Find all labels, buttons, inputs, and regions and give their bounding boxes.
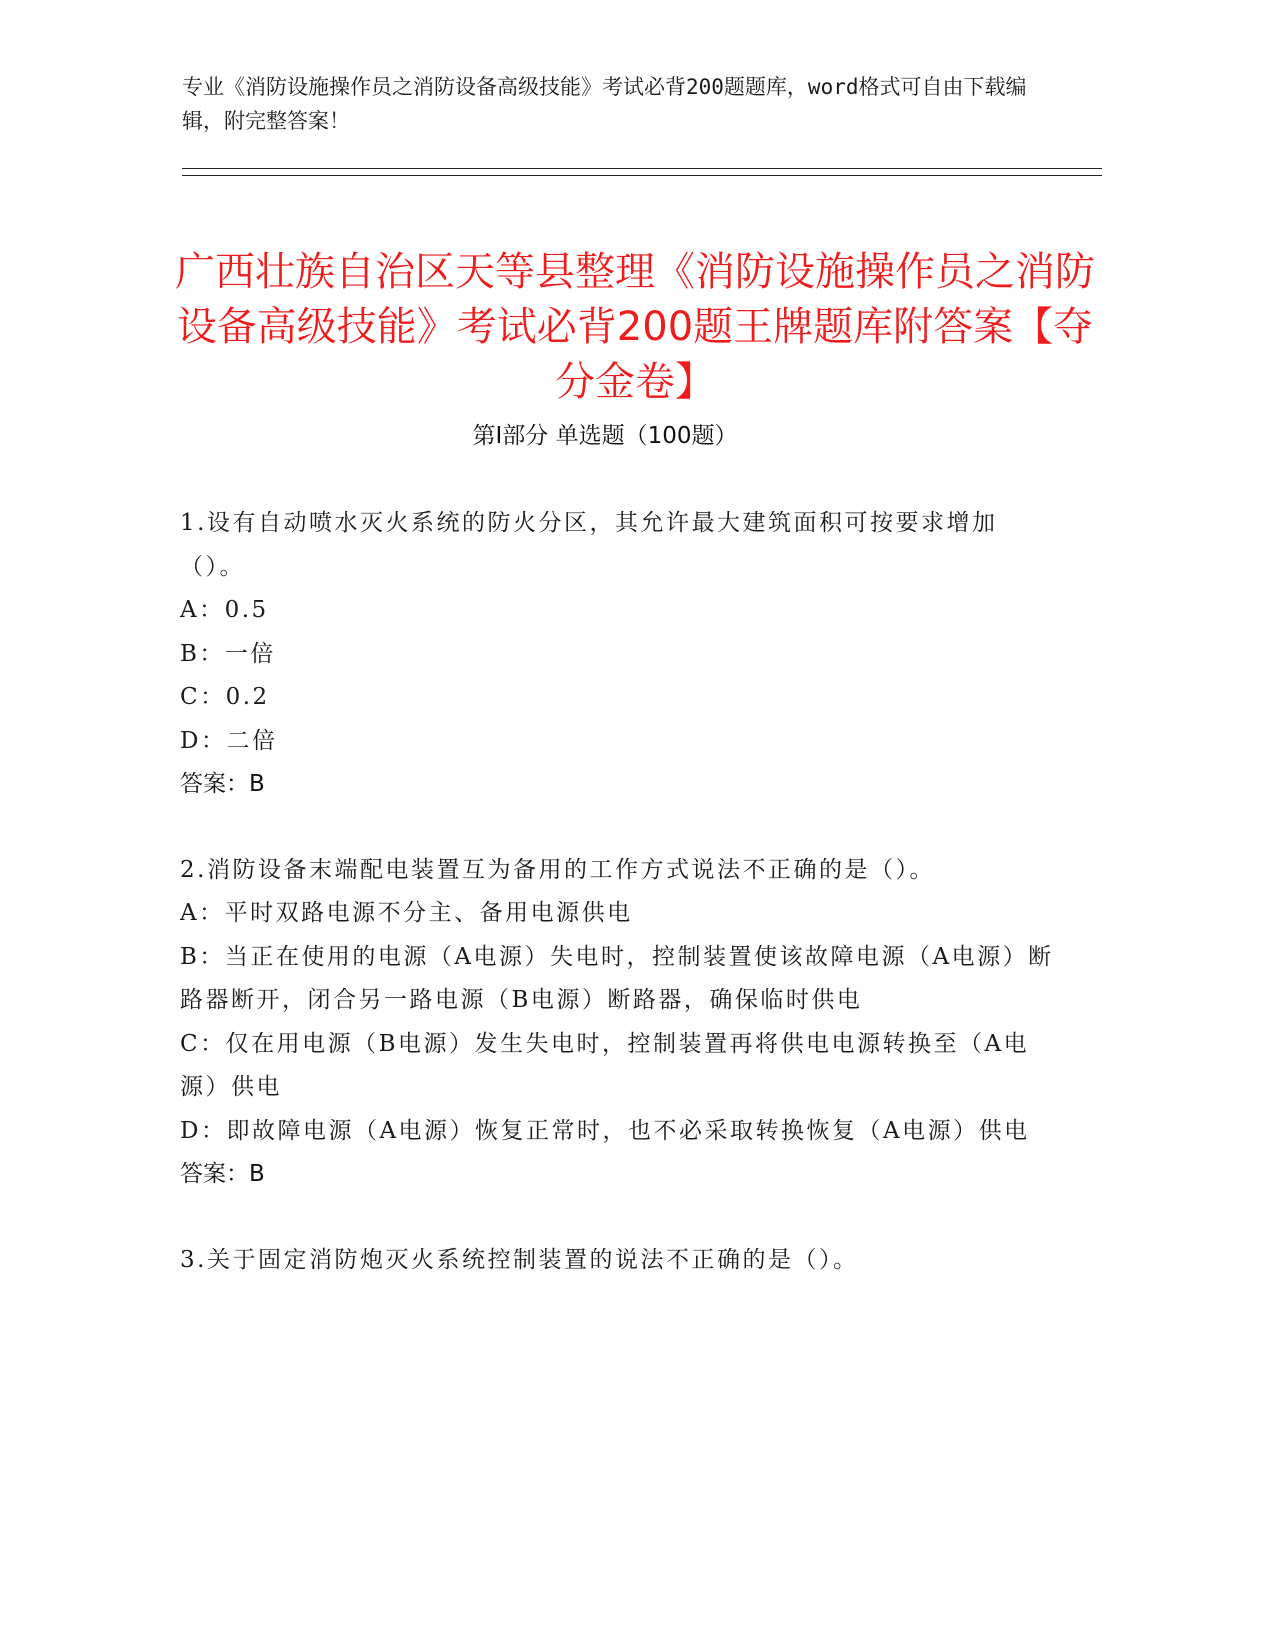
document-title: 广西壮族自治区天等县整理《消防设施操作员之消防设备高级技能》考试必背200题王牌题库附答案【夺分金卷】 — [175, 248, 1095, 405]
option-b: B：一倍 — [180, 640, 276, 667]
option-a: A：平时双路电源不分主、备用电源供电 — [180, 900, 633, 926]
question-list — [180, 502, 1060, 1324]
option-d: D：二倍 — [180, 727, 278, 754]
question-3 — [180, 1239, 1060, 1283]
option-c: C：仅在用电源（B电源）发生失电时，控制装置再将供电电源转换至（A电源）供电 — [180, 1030, 1030, 1100]
answer: 答案：B — [180, 1161, 265, 1187]
question-stem: 2.消防设备末端配电装置互为备用的工作方式说法不正确的是（）。 — [180, 856, 935, 883]
option-a: A：0.5 — [180, 597, 269, 623]
question-2 — [180, 849, 1060, 1197]
question-stem: 1.设有自动喷水灭火系统的防火分区，其允许最大建筑面积可按要求增加（）。 — [180, 510, 998, 580]
question-stem: 3.关于固定消防炮灭火系统控制装置的说法不正确的是（）。 — [180, 1246, 859, 1273]
section-heading: 第Ⅰ部分 单选题（100题） — [472, 423, 738, 449]
question-1 — [180, 502, 1060, 807]
option-c: C：0.2 — [180, 684, 270, 710]
option-b: B：当正在使用的电源（A电源）失电时，控制装置使该故障电源（A电源）断路器断开，闭合另一路电源（B电源）断路器，确保临时供电 — [180, 943, 1054, 1013]
option-d: D：即故障电源（A电源）恢复正常时，也不必采取转换恢复（A电源）供电 — [180, 1117, 1030, 1144]
header-divider-top — [182, 168, 1102, 169]
header-note: 专业《消防设施操作员之消防设备高级技能》考试必背200题题库，word格式可自由下载编辑，附完整答案！ — [182, 75, 1027, 133]
answer: 答案：B — [180, 771, 265, 797]
header-divider-bottom — [182, 175, 1102, 176]
